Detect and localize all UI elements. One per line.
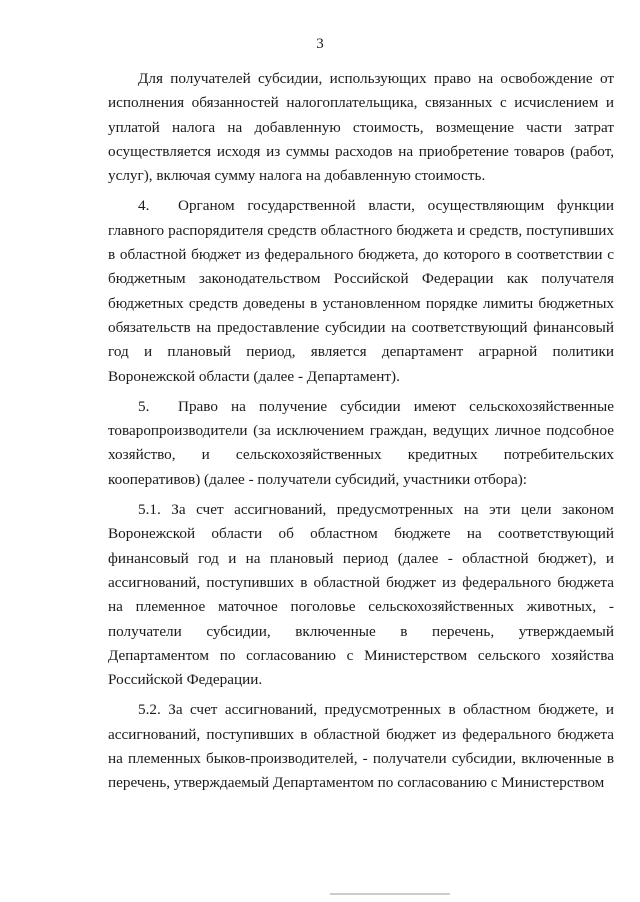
paragraph-4-text: Органом государственной власти, осуществляющим функции главного распорядителя средств областного бюджета и средств, поступивших в областной бюджет из федерального бюджета, до которого в соответствии с бюджетным законодательством Российской Федерации как получателя бюджетных средств доведены в установленном порядке лимиты бюджетных обязательств на предоставление субсидии на соответствующий финансовый год и плановый период, является департамент аграрной политики Воронежской области (далее - Департамент).	[108, 197, 614, 385]
paragraph-5	[108, 395, 614, 492]
paragraph-5-1: 5.1. За счет ассигнований, предусмотренных на эти цели законом Воронежской области об областном бюджете на соответствующий финансовый год и на плановый период (далее - областной бюджет), и ассигнований, поступивших в областной бюджет из федерального бюджета на племенное маточное поголовье сельскохозяйственных животных, - получатели субсидии, включенные в перечень, утверждаемый Департаментом по согласованию с Министерством сельского хозяйства Российской Федерации.	[108, 501, 614, 689]
paragraph-5-text: Право на получение субсидии имеют сельскохозяйственные товаропроизводители (за исключением граждан, ведущих личное подсобное хозяйство, и сельскохозяйственных кредитных потребительских кооперативов) (далее - получатели субсидий, участники отбора):	[108, 397, 614, 488]
paragraph-5-2: 5.2. За счет ассигнований, предусмотренных в областном бюджете, и ассигнований, поступивших в областной бюджет из федерального бюджета на племенных быков-производителей, - получатели субсидии, включенные в перечень, утверждаемый Департаментом по согласованию с Министерством	[108, 701, 614, 792]
paragraph-5-number: 5.	[138, 397, 150, 415]
paragraph-4-number: 4.	[138, 197, 150, 215]
paragraph-vat-exemption: Для получателей субсидии, использующих право на освобождение от исполнения обязанностей налогоплательщика, связанных с исчислением и уплатой налога на добавленную стоимость, возмещение части затрат осуществляется исходя из суммы расходов на приобретение товаров (работ, услуг), включая сумму налога на добавленную стоимость.	[108, 70, 614, 185]
page-number: 3	[316, 36, 324, 52]
document-body	[108, 67, 614, 796]
paragraph-4	[108, 194, 614, 388]
scan-edge-mark	[330, 893, 450, 895]
